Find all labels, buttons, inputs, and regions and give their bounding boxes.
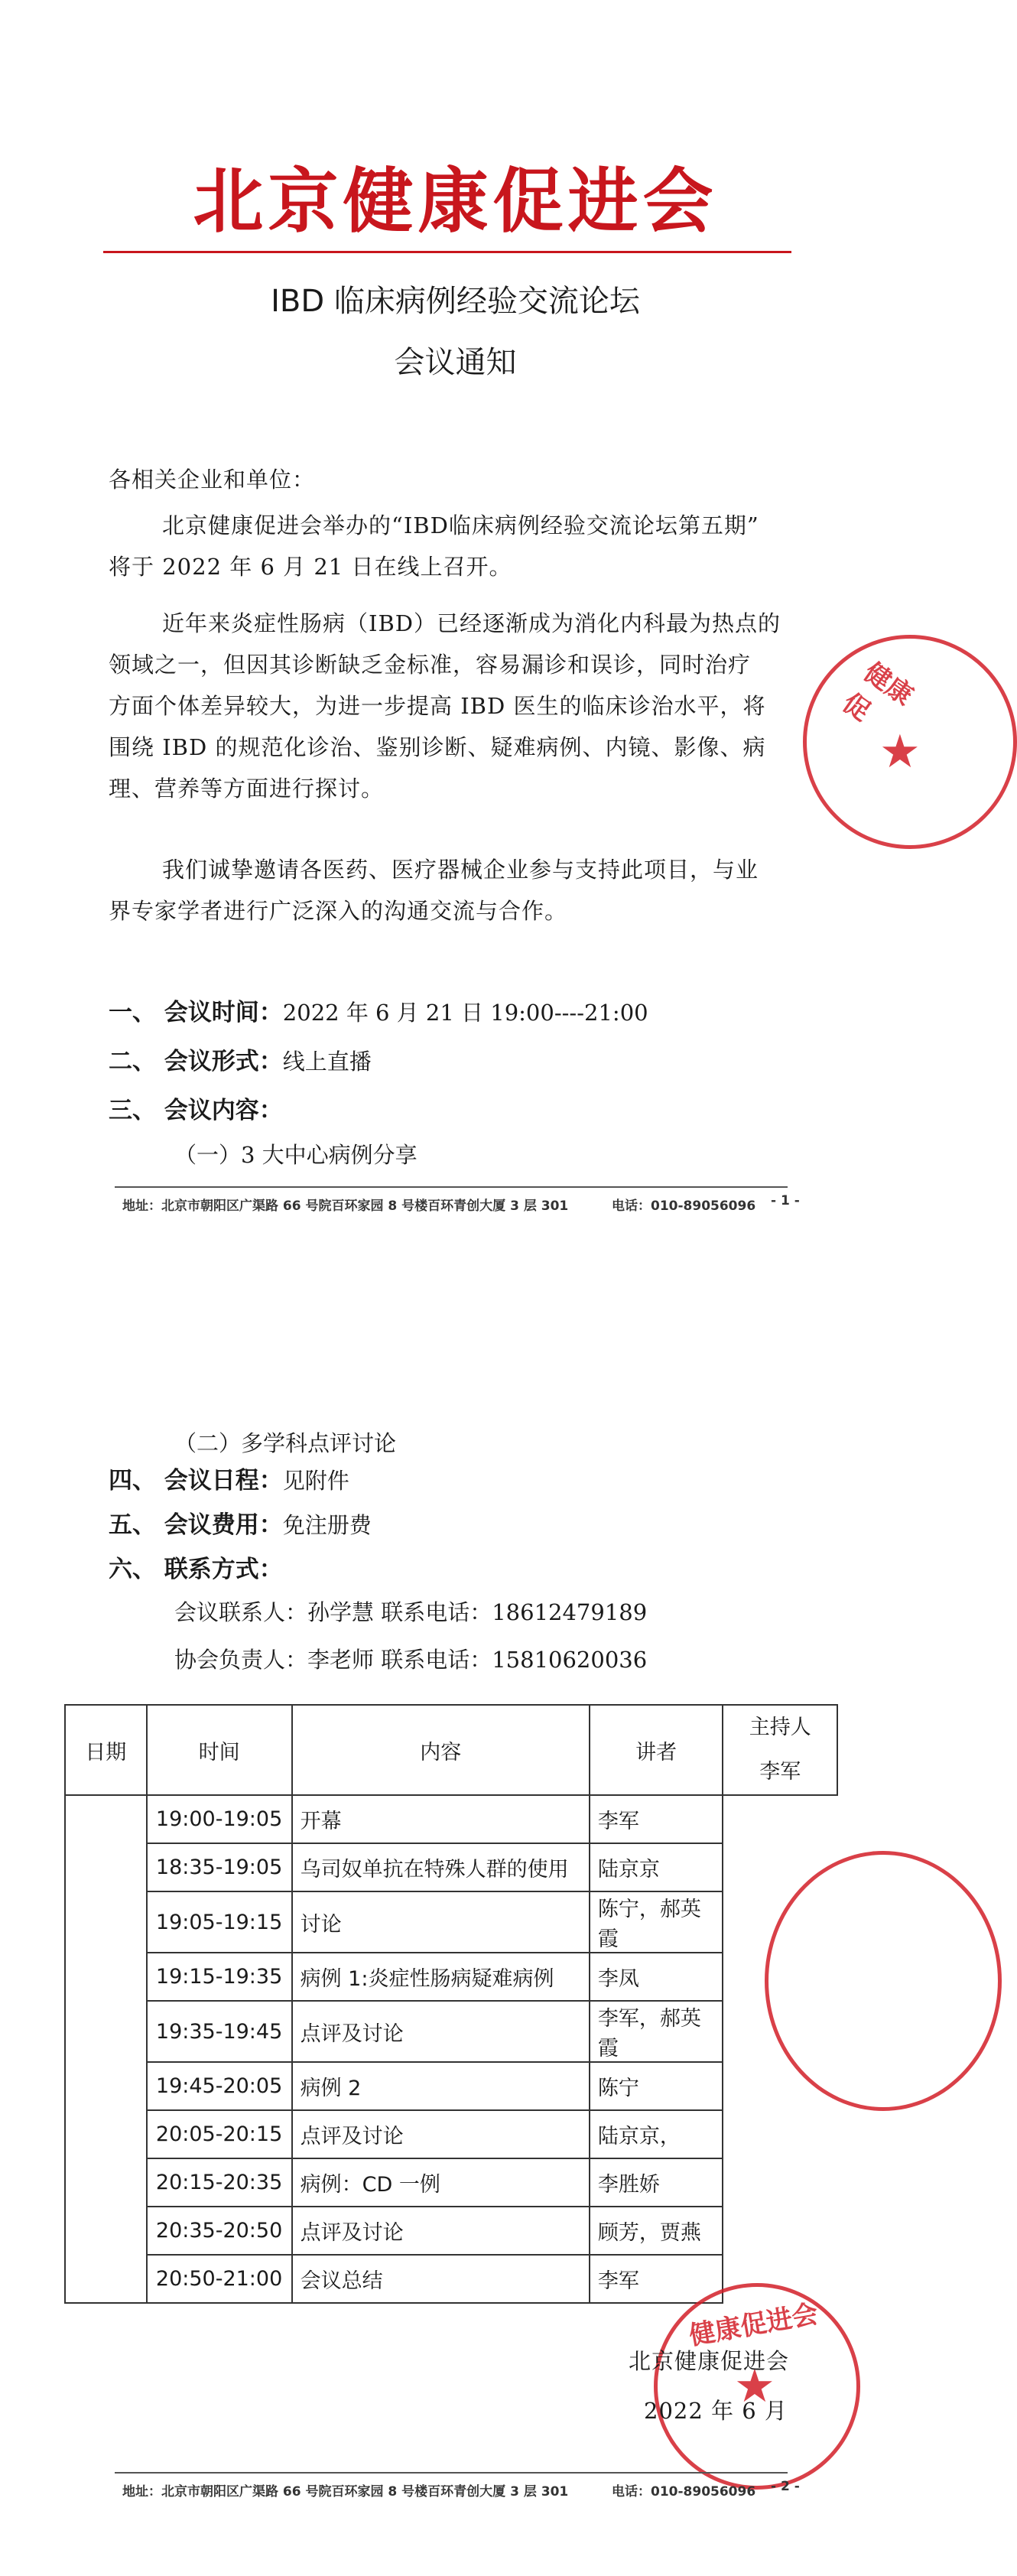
table-header-row bbox=[65, 1705, 837, 1795]
seal-star-icon: ★ bbox=[879, 725, 921, 779]
paragraph-2-line: 理、营养等方面进行探讨。 bbox=[109, 776, 385, 802]
item-time-label: 一、 会议时间： bbox=[109, 999, 283, 1026]
content-cell: 点评及讨论 bbox=[292, 2207, 590, 2255]
table-row bbox=[65, 2158, 837, 2207]
seal-stamp-2 bbox=[765, 1851, 1002, 2111]
footer-rule-2 bbox=[115, 2472, 788, 2474]
org-title: 北京健康促进会 bbox=[193, 160, 718, 242]
header-time: 时间 bbox=[147, 1705, 292, 1795]
content-cell: 讨论 bbox=[292, 1891, 590, 1953]
item-schedule-label: 四、 会议日程： bbox=[109, 1467, 283, 1495]
time-cell: 19:15-19:35 bbox=[147, 1953, 292, 2001]
table-row bbox=[65, 2062, 837, 2110]
item-content-label: 三、 会议内容： bbox=[109, 1097, 283, 1124]
seal-text: 健康促 bbox=[837, 656, 919, 728]
paragraph-2 bbox=[109, 603, 812, 809]
signature-seal-text: 健康促进会 bbox=[687, 2298, 820, 2352]
time-cell: 19:45-20:05 bbox=[147, 2062, 292, 2110]
paragraph-2-line: 近年来炎症性肠病（IBD）已经逐渐成为消化内科最为热点的 bbox=[162, 610, 781, 636]
content-cell: 病例 2 bbox=[292, 2062, 590, 2110]
contact-line-2: 协会负责人：李老师 联系电话：15810620036 bbox=[174, 1647, 648, 1673]
item-contact-label: 六、 联系方式： bbox=[109, 1556, 283, 1583]
content-cell: 点评及讨论 bbox=[292, 2001, 590, 2062]
item-contact bbox=[109, 1550, 283, 1584]
table-row bbox=[65, 1795, 837, 1843]
speaker-cell: 陈宁，郝英霞 bbox=[590, 1891, 723, 1953]
host-cell bbox=[723, 1705, 837, 1795]
time-cell: 20:05-20:15 bbox=[147, 2110, 292, 2158]
speaker-cell: 李军 bbox=[590, 2255, 723, 2303]
footer-address-2: 地址：北京市朝阳区广渠路 66 号院百环家园 8 号楼百环青创大厦 3 层 301 bbox=[122, 2484, 569, 2500]
content-sub-1: （一）3 大中心病例分享 bbox=[174, 1142, 418, 1168]
table-row bbox=[65, 1843, 837, 1891]
signature-seal-star-icon: ★ bbox=[734, 2360, 775, 2413]
item-schedule bbox=[109, 1461, 349, 1495]
time-cell: 18:35-19:05 bbox=[147, 1843, 292, 1891]
time-cell: 19:05-19:15 bbox=[147, 1891, 292, 1953]
header-date: 日期 bbox=[65, 1705, 147, 1795]
host-name: 李军 bbox=[759, 1760, 801, 1784]
notice-title: IBD 临床病例经验交流论坛 bbox=[271, 284, 640, 319]
paragraph-2-line: 围绕 IBD 的规范化诊治、鉴别诊断、疑难病例、内镜、影像、病 bbox=[109, 734, 766, 760]
speaker-cell: 陆京京， bbox=[590, 2110, 723, 2158]
item-format bbox=[109, 1042, 372, 1076]
table-row bbox=[65, 1953, 837, 2001]
item-fee bbox=[109, 1505, 372, 1540]
item-fee-label: 五、 会议费用： bbox=[109, 1511, 283, 1539]
paragraph-2-line: 方面个体差异较大，为进一步提高 IBD 医生的临床诊治水平，将 bbox=[109, 693, 766, 719]
item-format-value: 线上直播 bbox=[282, 1049, 372, 1075]
table-row bbox=[65, 2110, 837, 2158]
content-cell: 乌司奴单抗在特殊人群的使用 bbox=[292, 1843, 590, 1891]
footer-address-1: 地址：北京市朝阳区广渠路 66 号院百环家园 8 号楼百环青创大厦 3 层 301 bbox=[122, 1199, 569, 1214]
item-format-label: 二、 会议形式： bbox=[109, 1048, 283, 1075]
item-content bbox=[109, 1091, 283, 1125]
paragraph-1 bbox=[109, 505, 797, 587]
time-cell: 20:35-20:50 bbox=[147, 2207, 292, 2255]
header-speaker: 讲者 bbox=[590, 1705, 723, 1795]
date-cell bbox=[65, 1795, 147, 2303]
speaker-cell: 顾芳，贾燕 bbox=[590, 2207, 723, 2255]
paragraph-2-line: 领域之一，但因其诊断缺乏金标准，容易漏诊和误诊，同时治疗 bbox=[109, 652, 752, 678]
schedule-table bbox=[64, 1704, 838, 2304]
speaker-cell: 李凤 bbox=[590, 1953, 723, 2001]
red-divider bbox=[103, 251, 791, 253]
speaker-cell: 李军 bbox=[590, 1795, 723, 1843]
content-cell: 点评及讨论 bbox=[292, 2110, 590, 2158]
host-label: 主持人 bbox=[749, 1716, 811, 1739]
time-cell: 20:15-20:35 bbox=[147, 2158, 292, 2207]
table-row bbox=[65, 1891, 837, 1953]
item-fee-value: 免注册费 bbox=[282, 1512, 372, 1538]
notice-subtitle: 会议通知 bbox=[394, 345, 517, 380]
paragraph-1-line: 北京健康促进会举办的“IBD临床病例经验交流论坛第五期” bbox=[162, 512, 759, 538]
content-cell: 病例：CD 一例 bbox=[292, 2158, 590, 2207]
content-cell: 病例 1:炎症性肠病疑难病例 bbox=[292, 1953, 590, 2001]
paragraph-1-line: 将于 2022 年 6 月 21 日在线上召开。 bbox=[109, 554, 512, 580]
speaker-cell: 陆京京 bbox=[590, 1843, 723, 1891]
paragraph-3 bbox=[109, 849, 812, 932]
paragraph-3-line: 界专家学者进行广泛深入的沟通交流与合作。 bbox=[109, 898, 568, 924]
content-cell: 会议总结 bbox=[292, 2255, 590, 2303]
speaker-cell: 李军，郝英霞 bbox=[590, 2001, 723, 2062]
page-number-1: - 1 - bbox=[771, 1193, 800, 1208]
salutation: 各相关企业和单位： bbox=[109, 467, 316, 493]
header-content: 内容 bbox=[292, 1705, 590, 1795]
page-number-2: - 2 - bbox=[771, 2479, 800, 2494]
time-cell: 20:50-21:00 bbox=[147, 2255, 292, 2303]
item-time-value: 2022 年 6 月 21 日 19:00----21:00 bbox=[282, 1000, 648, 1026]
content-cell: 开幕 bbox=[292, 1795, 590, 1843]
speaker-cell: 陈宁 bbox=[590, 2062, 723, 2110]
paragraph-3-line: 我们诚挚邀请各医药、医疗器械企业参与支持此项目，与业 bbox=[162, 857, 759, 883]
speaker-cell: 李胜娇 bbox=[590, 2158, 723, 2207]
footer-phone-1: 电话：010-89056096 bbox=[612, 1199, 756, 1214]
time-cell: 19:35-19:45 bbox=[147, 2001, 292, 2062]
table-row bbox=[65, 2207, 837, 2255]
item-time bbox=[109, 993, 648, 1027]
footer-rule-1 bbox=[115, 1186, 788, 1188]
footer-phone-2: 电话：010-89056096 bbox=[612, 2484, 756, 2500]
table-row bbox=[65, 2001, 837, 2062]
item-schedule-value: 见附件 bbox=[282, 1468, 349, 1494]
signature-date: 2022 年 6 月 bbox=[644, 2398, 788, 2424]
content-sub-2: （二）多学科点评讨论 bbox=[174, 1430, 397, 1456]
signature-org: 北京健康促进会 bbox=[629, 2348, 790, 2374]
contact-line-1: 会议联系人：孙学慧 联系电话：18612479189 bbox=[174, 1599, 648, 1625]
time-cell: 19:00-19:05 bbox=[147, 1795, 292, 1843]
